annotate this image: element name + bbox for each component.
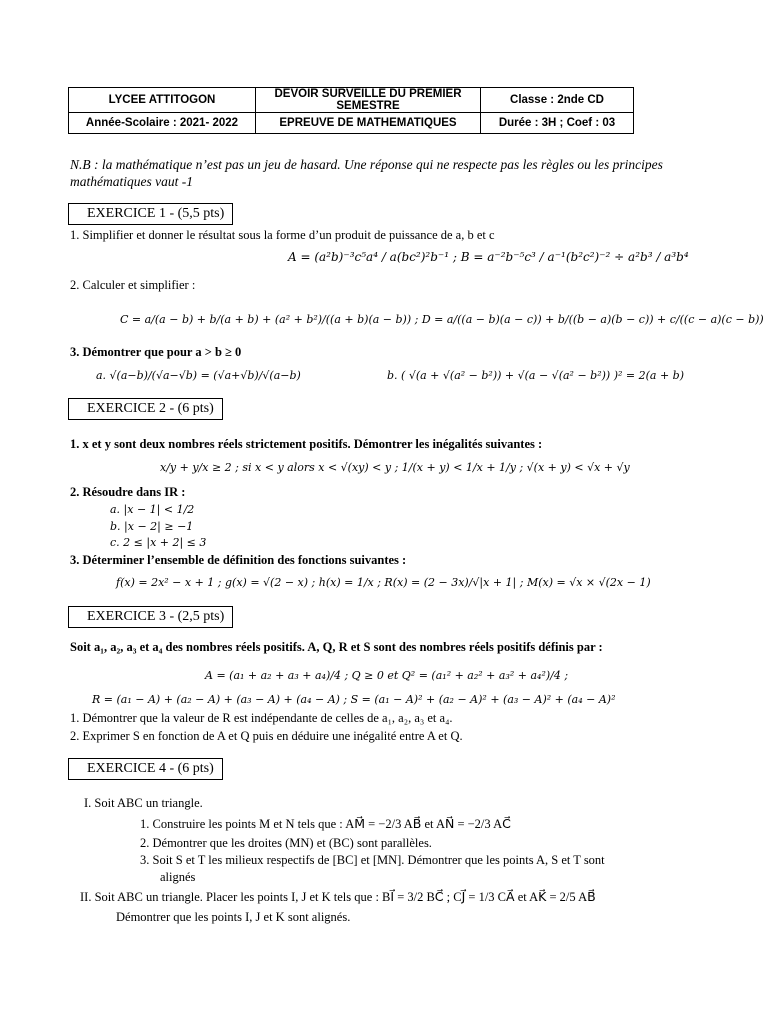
school-year: Année-Scolaire : 2021- 2022 — [69, 113, 256, 134]
ex1-question-3a: a. √(a−b)/(√a−√b) = (√a+√b)/√(a−b) — [96, 369, 301, 382]
ex2-question-3: 3. Déterminer l’ensemble de définition des fonctions suivantes : — [70, 553, 407, 567]
ex1-question-2: 2. Calculer et simplifier : — [70, 278, 196, 292]
ex3-formula-rs: R = (a₁ − A) + (a₂ − A) + (a₃ − A) + (a₄ − A) ; S = (a₁ − A)² + (a₂ − A)² + (a₃ − A)² + (a₄ − A)² — [92, 693, 616, 706]
ex4-part-2: II. Soit ABC un triangle. Placer les points I, J et K tels que : BI⃗ = 3/2 BC⃗ ; CJ⃗ = 1/3 CA⃗ et AK⃗ = 2/5 AB⃗ — [80, 890, 596, 904]
ex2-question-2b: b. |x − 2| ≥ −1 — [110, 520, 194, 533]
ex3-intro: Soit a₁, a₂, a₃ et a₄ des nombres réels positifs. A, Q, R et S sont des nombres réels positifs définis par : — [70, 640, 603, 654]
ex2-question-2a: a. |x − 1| < 1/2 — [110, 503, 195, 516]
ex4-part-1-q2: 2. Démontrer que les droites (MN) et (BC) sont parallèles. — [140, 836, 432, 850]
subject-title: EPREUVE DE MATHEMATIQUES — [256, 113, 481, 134]
ex2-question-2c: c. 2 ≤ |x + 2| ≤ 3 — [110, 536, 207, 549]
ex3-question-1: 1. Démontrer que la valeur de R est indépendante de celles de a₁, a₂, a₃ et a₄. — [70, 711, 453, 725]
ex4-part-1-q3: 3. Soit S et T les milieux respectifs de [BC] et [MN]. Démontrer que les points A, S et T sont — [140, 853, 605, 867]
header-table — [68, 87, 634, 134]
exam-title: DEVOIR SURVEILLE DU PREMIER SEMESTRE — [256, 88, 481, 113]
duration-label: Durée : 3H ; Coef : 03 — [481, 113, 634, 134]
ex1-formula-ab: A = (a²b)⁻³c⁵a⁴ / a(bc²)²b⁻¹ ; B = a⁻²b⁻⁵c³ / a⁻¹(b²c²)⁻² ÷ a²b³ / a³b⁴ — [288, 250, 689, 264]
exercise-3-title: EXERCICE 3 - (2,5 pts) — [68, 606, 233, 628]
ex2-formula-functions: f(x) = 2x² − x + 1 ; g(x) = √(2 − x) ; h(x) = 1/x ; R(x) = (2 − 3x)/√|x + 1| ; M(x) = √x × √(2x − 1) — [116, 576, 651, 589]
ex4-part-1-q3-end: alignés — [160, 870, 196, 884]
note-text: N.B : la mathématique n’est pas un jeu de hasard. Une réponse qui ne respecte pas les règles ou les principes mathématiques vaut -1 — [70, 157, 663, 189]
school-name: LYCEE ATTITOGON — [69, 88, 256, 113]
exercise-1-title: EXERCICE 1 - (5,5 pts) — [68, 203, 233, 225]
class-label: Classe : 2nde CD — [481, 88, 634, 113]
ex3-formula-aq: A = (a₁ + a₂ + a₃ + a₄)/4 ; Q ≥ 0 et Q² = (a₁² + a₂² + a₃² + a₄²)/4 ; — [205, 669, 569, 682]
ex1-question-3: 3. Démontrer que pour a > b ≥ 0 — [70, 345, 242, 359]
ex4-part-1: I. Soit ABC un triangle. — [84, 796, 203, 810]
ex1-formula-cd: C = a/(a − b) + b/(a + b) + (a² + b²)/((a + b)(a − b)) ; D = a/((a − b)(a − c)) + b/((b − a)(b − c)) + c/((c − a)(c − b)) — [120, 313, 764, 326]
ex4-part-1-q1: 1. Construire les points M et N tels que : AM⃗ = −2/3 AB⃗ et AN⃗ = −2/3 AC⃗ — [140, 817, 511, 831]
ex1-question-1: 1. Simplifier et donner le résultat sous la forme d’un produit de puissance de a, b et c — [70, 228, 495, 242]
exercise-2-title: EXERCICE 2 - (6 pts) — [68, 398, 223, 420]
ex2-formula-inequalities: x/y + y/x ≥ 2 ; si x < y alors x < √(xy) < y ; 1/(x + y) < 1/x + 1/y ; √(x + y) < √x + √y — [160, 461, 630, 474]
ex1-question-3b: b. ( √(a + √(a² − b²)) + √(a − √(a² − b²)) )² = 2(a + b) — [387, 369, 684, 382]
ex4-part-2-q: Démontrer que les points I, J et K sont alignés. — [116, 910, 351, 924]
ex2-question-1: 1. x et y sont deux nombres réels strictement positifs. Démontrer les inégalités suivantes : — [70, 437, 543, 451]
ex3-question-2: 2. Exprimer S en fonction de A et Q puis en déduire une inégalité entre A et Q. — [70, 729, 463, 743]
exercise-4-title: EXERCICE 4 - (6 pts) — [68, 758, 223, 780]
ex2-question-2: 2. Résoudre dans IR : — [70, 485, 186, 499]
